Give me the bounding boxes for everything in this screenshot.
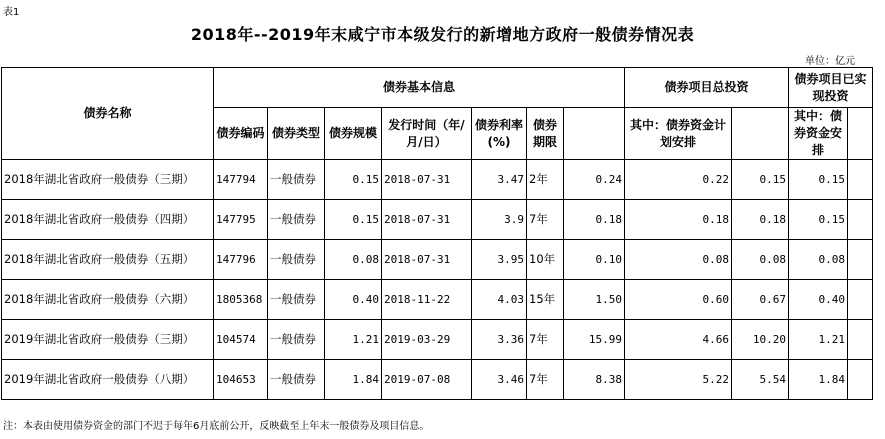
cell-remark xyxy=(848,320,873,360)
table-row xyxy=(2,240,873,280)
cell-realized-plan: 0.15 xyxy=(789,160,848,200)
cell-total-plan: 0.08 xyxy=(625,240,732,280)
cell-remark xyxy=(848,240,873,280)
header-total-of-which: 其中：债券资金计划安排 xyxy=(625,108,732,160)
cell-bond-name: 2019年湖北省政府一般债券（八期） xyxy=(2,360,214,400)
cell-rate: 3.95 xyxy=(472,240,527,280)
cell-realized-investment: 10.20 xyxy=(732,320,789,360)
cell-term: 2年 xyxy=(527,160,564,200)
table-row xyxy=(2,360,873,400)
cell-scale: 0.40 xyxy=(325,280,382,320)
cell-rate: 3.47 xyxy=(472,160,527,200)
table-number: 表1 xyxy=(3,7,20,18)
cell-scale: 0.15 xyxy=(325,200,382,240)
cell-type: 一般债券 xyxy=(268,360,325,400)
cell-scale: 1.84 xyxy=(325,360,382,400)
cell-realized-investment: 0.18 xyxy=(732,200,789,240)
cell-issue-date: 2018-07-31 xyxy=(382,240,472,280)
cell-rate: 3.9 xyxy=(472,200,527,240)
cell-bond-name: 2018年湖北省政府一般债券（六期） xyxy=(2,280,214,320)
cell-type: 一般债券 xyxy=(268,160,325,200)
cell-total-investment: 0.18 xyxy=(564,200,625,240)
cell-code: 104574 xyxy=(214,320,268,360)
cell-remark xyxy=(848,360,873,400)
header-term: 债券期限 xyxy=(527,108,564,160)
cell-total-investment: 1.50 xyxy=(564,280,625,320)
cell-remark xyxy=(848,160,873,200)
cell-realized-plan: 0.40 xyxy=(789,280,848,320)
header-realized-of-which: 其中：债券资金安排 xyxy=(789,108,848,160)
cell-type: 一般债券 xyxy=(268,280,325,320)
cell-total-investment: 0.24 xyxy=(564,160,625,200)
cell-issue-date: 2019-07-08 xyxy=(382,360,472,400)
cell-total-plan: 0.22 xyxy=(625,160,732,200)
header-project-total: 债券项目总投资 xyxy=(625,68,789,108)
bond-table xyxy=(1,67,873,400)
cell-realized-plan: 0.15 xyxy=(789,200,848,240)
header-type: 债券类型 xyxy=(268,108,325,160)
cell-total-plan: 0.60 xyxy=(625,280,732,320)
header-project-realized: 债券项目已实现投资 xyxy=(789,68,873,108)
header-basic-info: 债券基本信息 xyxy=(214,68,625,108)
cell-term: 7年 xyxy=(527,200,564,240)
cell-realized-investment: 0.15 xyxy=(732,160,789,200)
cell-bond-name: 2018年湖北省政府一般债券（三期） xyxy=(2,160,214,200)
cell-bond-name: 2018年湖北省政府一般债券（五期） xyxy=(2,240,214,280)
cell-code: 147796 xyxy=(214,240,268,280)
cell-remark xyxy=(848,200,873,240)
cell-rate: 3.36 xyxy=(472,320,527,360)
cell-code: 104653 xyxy=(214,360,268,400)
cell-issue-date: 2019-03-29 xyxy=(382,320,472,360)
cell-total-investment: 15.99 xyxy=(564,320,625,360)
cell-rate: 4.03 xyxy=(472,280,527,320)
cell-term: 10年 xyxy=(527,240,564,280)
cell-realized-investment: 0.08 xyxy=(732,240,789,280)
header-code: 债券编码 xyxy=(214,108,268,160)
header-scale: 债券规模 xyxy=(325,108,382,160)
unit-label: 单位：亿元 xyxy=(805,56,855,67)
table-row xyxy=(2,280,873,320)
cell-total-plan: 4.66 xyxy=(625,320,732,360)
page-title: 2018年--2019年末咸宁市本级发行的新增地方政府一般债券情况表 xyxy=(190,25,695,44)
cell-issue-date: 2018-07-31 xyxy=(382,200,472,240)
cell-term: 7年 xyxy=(527,360,564,400)
cell-remark xyxy=(848,280,873,320)
footnote: 注：本表由使用债券资金的部门不迟于每年6月底前公开，反映截至上年末一般债券及项目信息。 xyxy=(3,421,430,432)
cell-rate: 3.46 xyxy=(472,360,527,400)
cell-code: 1805368 xyxy=(214,280,268,320)
cell-total-investment: 8.38 xyxy=(564,360,625,400)
cell-scale: 0.08 xyxy=(325,240,382,280)
cell-issue-date: 2018-11-22 xyxy=(382,280,472,320)
cell-issue-date: 2018-07-31 xyxy=(382,160,472,200)
cell-type: 一般债券 xyxy=(268,320,325,360)
cell-term: 15年 xyxy=(527,280,564,320)
cell-total-investment: 0.10 xyxy=(564,240,625,280)
header-total-blank xyxy=(564,108,625,160)
header-realized-blank xyxy=(732,108,789,160)
cell-realized-plan: 1.21 xyxy=(789,320,848,360)
cell-code: 147794 xyxy=(214,160,268,200)
header-bond-name: 债券名称 xyxy=(2,68,214,160)
table-row xyxy=(2,160,873,200)
cell-realized-investment: 5.54 xyxy=(732,360,789,400)
header-issue-date: 发行时间（年/月/日） xyxy=(382,108,472,160)
cell-total-plan: 0.18 xyxy=(625,200,732,240)
cell-type: 一般债券 xyxy=(268,200,325,240)
cell-realized-investment: 0.67 xyxy=(732,280,789,320)
cell-bond-name: 2019年湖北省政府一般债券（三期） xyxy=(2,320,214,360)
table-row xyxy=(2,200,873,240)
cell-scale: 1.21 xyxy=(325,320,382,360)
cell-total-plan: 5.22 xyxy=(625,360,732,400)
cell-realized-plan: 1.84 xyxy=(789,360,848,400)
header-rate: 债券利率(%) xyxy=(472,108,527,160)
cell-scale: 0.15 xyxy=(325,160,382,200)
cell-bond-name: 2018年湖北省政府一般债券（四期） xyxy=(2,200,214,240)
table-row xyxy=(2,320,873,360)
cell-realized-plan: 0.08 xyxy=(789,240,848,280)
cell-code: 147795 xyxy=(214,200,268,240)
cell-term: 7年 xyxy=(527,320,564,360)
cell-type: 一般债券 xyxy=(268,240,325,280)
